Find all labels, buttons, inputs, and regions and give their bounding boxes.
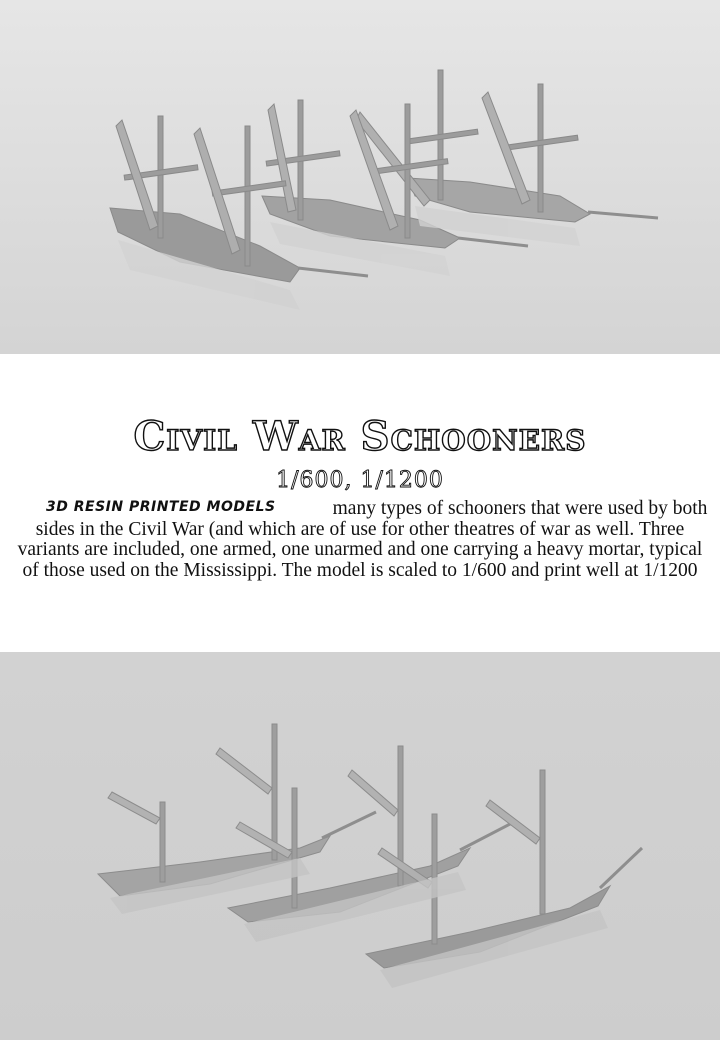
description-text: many types of schooners that were used by both sides in the Civil War (and which are of use for other theatres of war as well. Three variants are included, one armed, one unarmed and one carrying a heavy mortar, typical of those used on the Mississippi. The model is scaled to 1/600 and print well at 1/1200 — [17, 498, 708, 581]
resin-badge: 3D RESIN PRINTED MODELS — [46, 499, 276, 515]
product-title: Civil War Schooners — [133, 413, 587, 460]
top-model-photo — [0, 0, 720, 354]
schooner-models-render — [0, 0, 720, 354]
schooner-models-render-bottom — [0, 652, 720, 1040]
bottom-model-photo — [0, 652, 720, 1040]
scale-subtitle: 1/600, 1/1200 — [276, 468, 444, 493]
